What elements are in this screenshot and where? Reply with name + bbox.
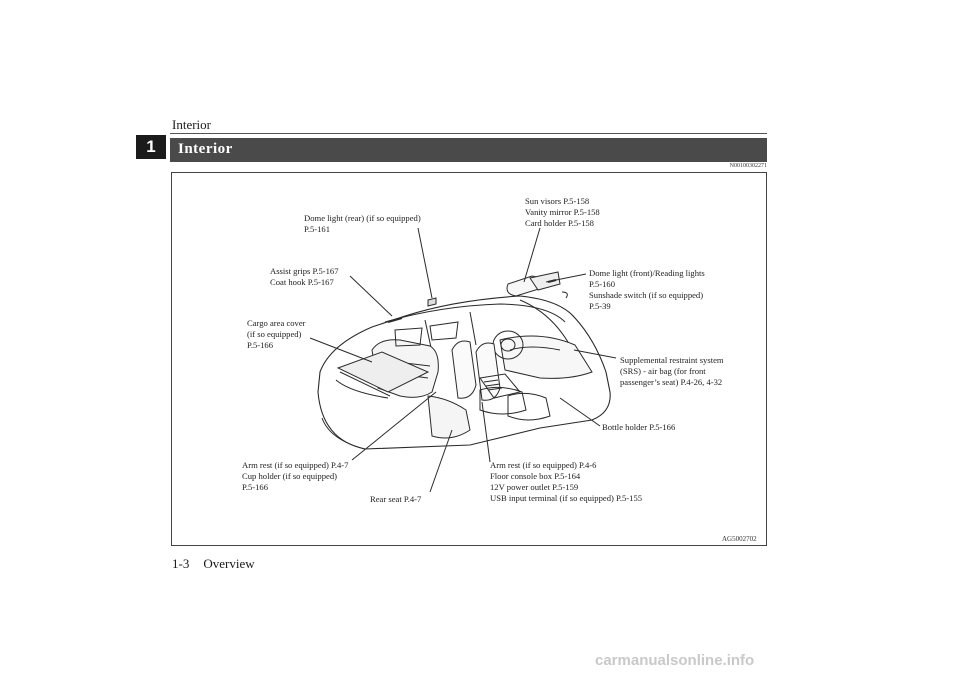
label-assist-grips: Assist grips P.5-167 Coat hook P.5-167: [270, 266, 339, 287]
label-sun-visors: Sun visors P.5-158 Vanity mirror P.5-158 Card holder P.5-158: [525, 196, 600, 228]
label-bottle-holder: Bottle holder P.5-166: [602, 422, 676, 432]
label-dome-light-rear: Dome light (rear) (if so equipped) P.5-161: [304, 213, 421, 234]
section-title: Interior: [178, 141, 233, 157]
running-header: Interior: [172, 117, 211, 132]
figure-id: AG5002702: [722, 535, 757, 543]
label-srs-airbag: Supplemental restraint system (SRS) - air bag (for front passenger’s seat) P.4-26, 4-32: [620, 355, 724, 387]
label-dome-light-front: Dome light (front)/Reading lights P.5-160 Sunshade switch (if so equipped) P.5-39: [589, 268, 705, 311]
document-code: N00100302271: [729, 163, 767, 169]
footer-section: Overview: [203, 556, 255, 571]
page-number: 1-3: [172, 556, 190, 571]
page-footer: [172, 556, 255, 572]
label-arm-rest-front: Arm rest (if so equipped) P.4-6 Floor console box P.5-164 12V power outlet P.5-159 USB input terminal (if so equipped) P.5-155: [490, 460, 643, 503]
watermark: carmanualsonline.info: [595, 652, 755, 669]
label-rear-seat: Rear seat P.4-7: [370, 494, 422, 504]
label-cargo-area-cover: Cargo area cover (if so equipped) P.5-166: [247, 318, 306, 350]
chapter-tab: 1: [136, 135, 166, 159]
label-arm-rest-rear: Arm rest (if so equipped) P.4-7 Cup holder (if so equipped) P.5-166: [242, 460, 349, 492]
